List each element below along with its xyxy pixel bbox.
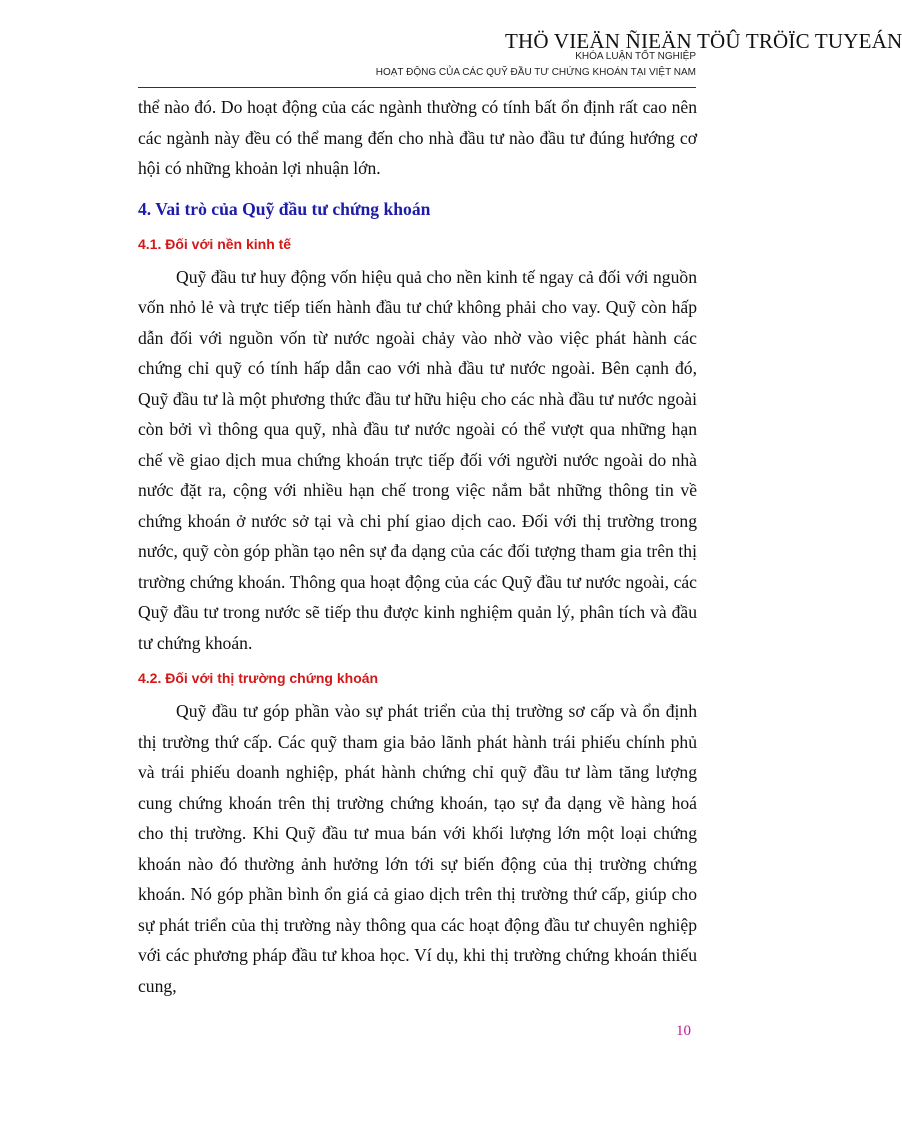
section-heading: 4. Vai trò của Quỹ đầu tư chứng khoán bbox=[138, 198, 431, 219]
paragraph-market: Quỹ đầu tư góp phần vào sự phát triển của thị trường sơ cấp và ổn định thị trường thứ cấp. Các quỹ tham gia bảo lãnh phát hành trái phiếu chính phủ và trái phiếu doanh nghiệp, phát hành chứng chỉ quỹ đầu tư làm tăng lượng cung chứng khoán trên thị trường chứng khoán, tạo sự đa dạng về hàng hoá cho thị trường. Khi Quỹ đầu tư mua bán với khối lượng lớn một loại chứng khoán nào đó thường ảnh hưởng lớn tới sự biến động của thị trường chứng khoán. Nó góp phần bình ổn giá cả giao dịch trên thị trường thứ cấp, giúp cho sự phát triển của thị trường này thông qua các hoạt động đầu tư chuyên nghiệp với các phương pháp đầu tư khoa học. Ví dụ, khi thị trường chứng khoán thiếu cung, bbox=[138, 701, 697, 996]
subsection-heading-market: 4.2. Đối với thị trường chứng khoán bbox=[138, 670, 379, 686]
page-body bbox=[138, 92, 697, 1001]
header-thesis-label: KHÓA LUẬN TỐT NGHIỆP bbox=[575, 51, 696, 62]
header-divider bbox=[138, 87, 696, 88]
paragraph-economy: Quỹ đầu tư huy động vốn hiệu quả cho nền kinh tế ngay cả đối với nguồn vốn nhỏ lẻ và trực tiếp tiến hành đầu tư chứ không phải cho vay. Quỹ còn hấp dẫn đối với nguồn vốn từ nước ngoài chảy vào nhờ vào việc phát hành các chứng chỉ quỹ có tính hấp dẫn cao với nhà đầu tư nước ngoài. Bên cạnh đó, Quỹ đầu tư là một phương thức đầu tư hữu hiệu cho các nhà đầu tư nước ngoài còn bởi vì thông qua quỹ, nhà đầu tư nước ngoài có thể vượt qua những hạn chế về giao dịch mua chứng khoán trực tiếp đối với người nước ngoài do nhà nước đặt ra, cộng với nhiều hạn chế trong việc nắm bắt những thông tin về chứng khoán ở nước sở tại và chi phí giao dịch cao. Đối với thị trường trong nước, quỹ còn góp phần tạo nên sự đa dạng của các đối tượng tham gia trên thị trường chứng khoán. Thông qua hoạt động của các Quỹ đầu tư nước ngoài, các Quỹ đầu tư trong nước sẽ tiếp thu được kinh nghiệm quản lý, phân tích và đầu tư chứng khoán. bbox=[138, 266, 697, 653]
page-number: 10 bbox=[676, 1023, 691, 1039]
paragraph-continuation: thể nào đó. Do hoạt động của các ngành thường có tính bất ổn định rất cao nên các ngành này đều có thể mang đến cho nhà đầu tư nào đầu tư đúng hướng cơ hội có những khoản lợi nhuận lớn. bbox=[138, 97, 697, 178]
library-watermark: THÖ VIEÄN ÑIEÄN TÖÛ TRÖÏC TUYEÁN bbox=[505, 29, 902, 53]
subsection-heading-economy: 4.1. Đối với nền kinh tế bbox=[138, 235, 292, 252]
header-thesis-title: HOẠT ĐỘNG CỦA CÁC QUỸ ĐẦU TƯ CHỨNG KHOÁN TẠI VIỆT NAM bbox=[375, 67, 696, 78]
